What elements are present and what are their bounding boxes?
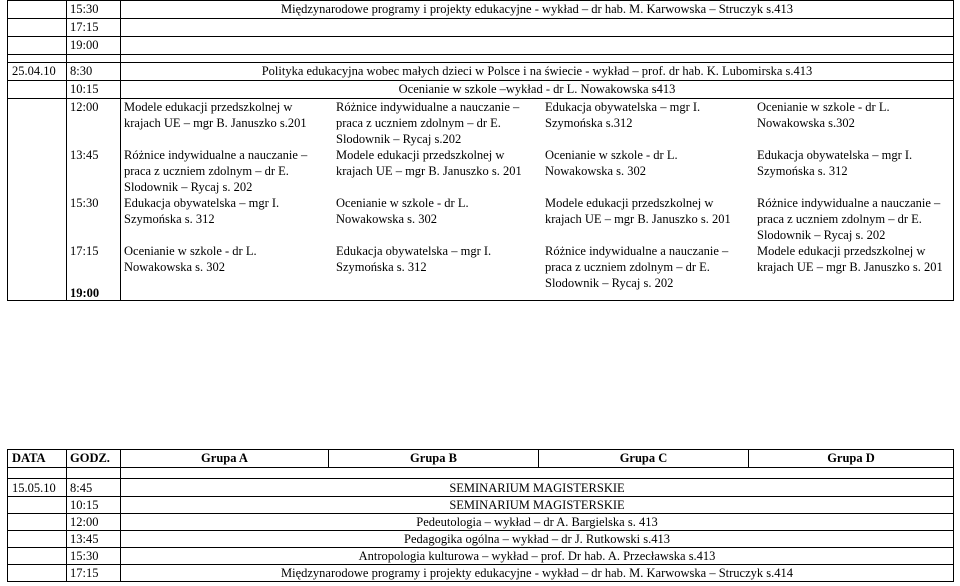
header-group-a: Grupa A bbox=[201, 451, 248, 465]
group-c-class: Modele edukacji przedszkolnej w krajach UE – mgr B. Januszko s. 201 bbox=[545, 196, 731, 226]
time-cell: 8:30 bbox=[70, 64, 93, 78]
group-a-class: Różnice indywidualne a nauczanie – praca z uczniem zdolnym – dr E. Slodownik – Rycaj s. 202 bbox=[124, 148, 308, 194]
group-d-class: Różnice indywidualne a nauczanie – praca z uczniem zdolnym – dr E. Slodownik – Rycaj s. 202 bbox=[757, 196, 941, 242]
time-cell: 17:15 bbox=[70, 244, 99, 258]
group-c-class: Edukacja obywatelska – mgr I. Szymońska s.312 bbox=[545, 100, 701, 130]
header-date: DATA bbox=[12, 451, 46, 465]
time-cell: 17:15 bbox=[70, 20, 99, 34]
time-cell: 8:45 bbox=[70, 481, 93, 495]
group-b-class: Edukacja obywatelska – mgr I. Szymońska s. 312 bbox=[336, 244, 492, 274]
lecture-text: Pedagogika ogólna – wykład – dr J. Rutkowski s.413 bbox=[404, 532, 670, 546]
group-b-class: Różnice indywidualne a nauczanie – praca z uczniem zdolnym – dr E. Slodownik – Rycaj s.202 bbox=[336, 100, 520, 146]
group-d-class: Ocenianie w szkole - dr L. Nowakowska s.302 bbox=[757, 100, 890, 130]
group-c-class: Ocenianie w szkole - dr L. Nowakowska s. 302 bbox=[545, 148, 678, 178]
time-cell: 15:30 bbox=[70, 196, 99, 210]
lecture-text: SEMINARIUM MAGISTERSKIE bbox=[449, 481, 625, 495]
time-cell: 19:00 bbox=[70, 286, 100, 300]
group-c-class: Różnice indywidualne a nauczanie – praca z uczniem zdolnym – dr E. Slodownik – Rycaj s. 202 bbox=[545, 244, 729, 290]
lecture-text: Pedeutologia – wykład – dr A. Bargielska s. 413 bbox=[416, 515, 658, 529]
time-cell: 13:45 bbox=[70, 148, 99, 162]
time-cell: 19:00 bbox=[70, 38, 99, 52]
group-d-class: Modele edukacji przedszkolnej w krajach UE – mgr B. Januszko s. 201 bbox=[757, 244, 943, 274]
group-a-class: Ocenianie w szkole - dr L. Nowakowska s. 302 bbox=[124, 244, 257, 274]
date-cell: 25.04.10 bbox=[12, 64, 56, 78]
time-cell: 15:30 bbox=[70, 549, 99, 563]
header-time: GODZ. bbox=[70, 451, 110, 465]
group-b-class: Modele edukacji przedszkolnej w krajach UE – mgr B. Januszko s. 201 bbox=[336, 148, 522, 178]
lecture-text: Ocenianie w szkole –wykład - dr L. Nowakowska s413 bbox=[398, 82, 676, 96]
time-cell: 15:30 bbox=[70, 2, 99, 16]
time-cell: 12:00 bbox=[70, 515, 99, 529]
group-a-class: Modele edukacji przedszkolnej w krajach UE – mgr B. Januszko s.201 bbox=[124, 100, 307, 130]
time-cell: 12:00 bbox=[70, 100, 99, 114]
time-cell: 10:15 bbox=[70, 498, 99, 512]
time-cell: 17:15 bbox=[70, 566, 99, 580]
lecture-text: Polityka edukacyjna wobec małych dzieci w Polsce i na świecie - wykład – prof. dr hab. K. Lubomirska s.413 bbox=[261, 64, 813, 78]
lecture-text: Międzynarodowe programy i projekty edukacyjne - wykład – dr hab. M. Karwowska – Struczyk s.414 bbox=[280, 566, 794, 580]
group-d-class: Edukacja obywatelska – mgr I. Szymońska s. 312 bbox=[757, 148, 913, 178]
lecture-text: Antropologia kulturowa – wykład – prof. Dr hab. A. Przecławska s.413 bbox=[358, 549, 716, 563]
group-a-class: Edukacja obywatelska – mgr I. Szymońska s. 312 bbox=[124, 196, 280, 226]
header-group-c: Grupa C bbox=[619, 451, 668, 465]
date-cell: 15.05.10 bbox=[12, 481, 56, 495]
group-b-class: Ocenianie w szkole - dr L. Nowakowska s. 302 bbox=[336, 196, 469, 226]
header-group-b: Grupa B bbox=[410, 451, 457, 465]
lecture-text: SEMINARIUM MAGISTERSKIE bbox=[449, 498, 625, 512]
time-cell: 10:15 bbox=[70, 82, 99, 96]
header-group-d: Grupa D bbox=[827, 451, 875, 465]
lecture-text: Międzynarodowe programy i projekty edukacyjne - wykład – dr hab. M. Karwowska – Struczyk s.413 bbox=[280, 2, 794, 16]
time-cell: 13:45 bbox=[70, 532, 99, 546]
